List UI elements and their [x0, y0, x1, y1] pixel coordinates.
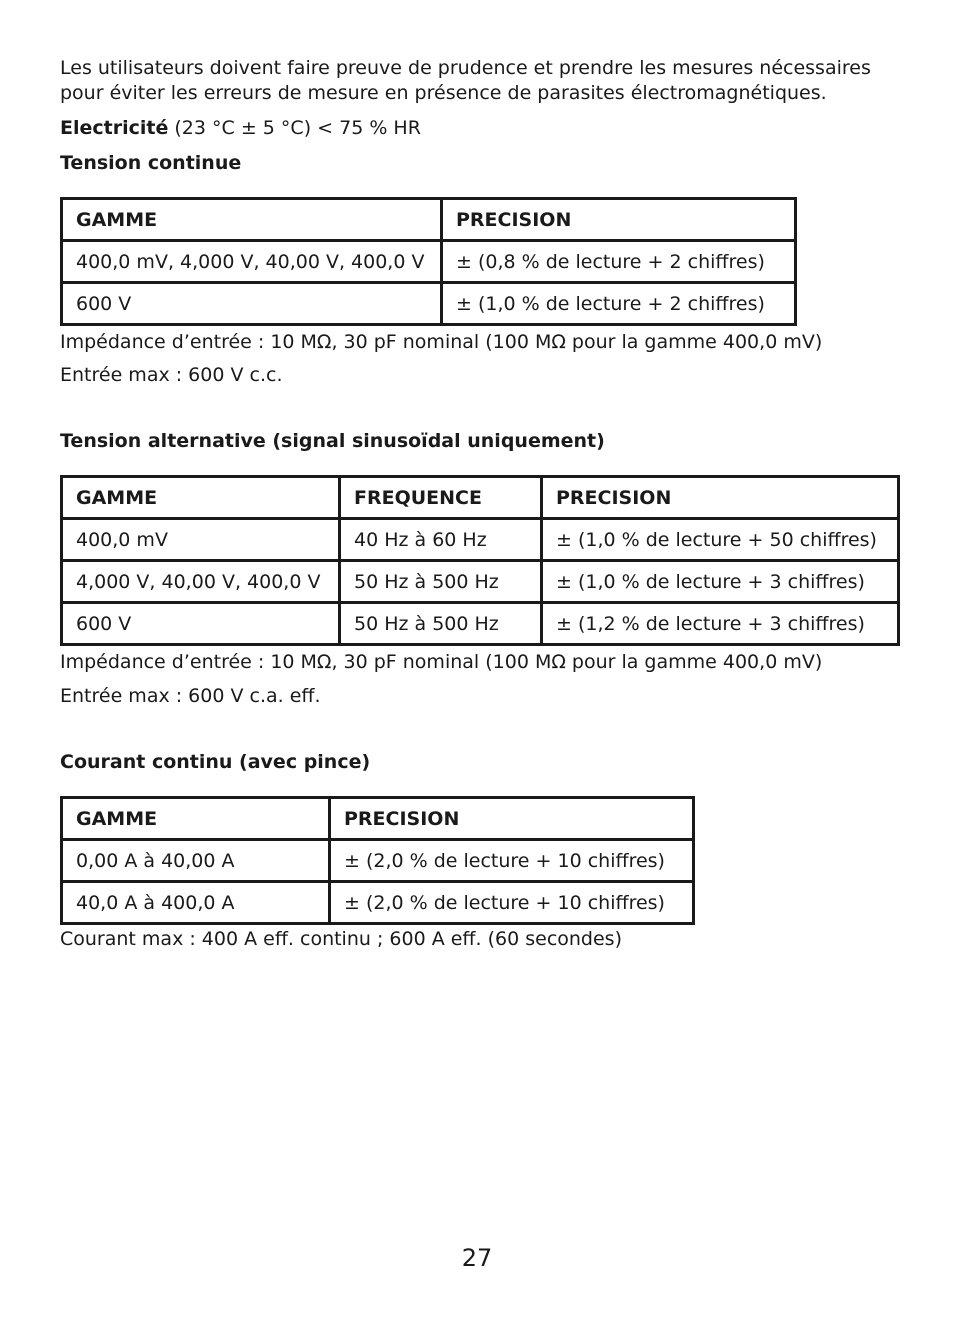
table-cell: 600 V: [62, 603, 340, 645]
dc-voltage-table: [60, 197, 797, 326]
dc-current-heading: Courant continu (avec pince): [60, 751, 371, 773]
electricity-conditions: (23 °C ± 5 °C) < 75 % HR: [168, 117, 421, 139]
table-cell: ± (1,0 % de lecture + 3 chiffres): [542, 561, 899, 603]
header-cell: PRECISION: [442, 199, 796, 241]
table-cell: 50 Hz à 500 Hz: [340, 561, 542, 603]
table-row: [62, 561, 899, 603]
table-row: [62, 840, 694, 882]
page-number: 27: [461, 1244, 493, 1272]
ac-voltage-note: Entrée max : 600 V c.a. eff.: [60, 685, 321, 707]
table-cell: ± (2,0 % de lecture + 10 chiffres): [330, 882, 694, 924]
table-row: [62, 882, 694, 924]
table-cell: ± (1,2 % de lecture + 3 chiffres): [542, 603, 899, 645]
dc-voltage-note: Impédance d’entrée : 10 MΩ, 30 pF nominal (100 MΩ pour la gamme 400,0 mV): [60, 331, 823, 353]
table-cell: 4,000 V, 40,00 V, 400,0 V: [62, 561, 340, 603]
ac-voltage-table: [60, 475, 900, 646]
table-cell: ± (1,0 % de lecture + 2 chiffres): [442, 283, 796, 325]
table-header-row: [62, 798, 694, 840]
table-header-row: [62, 477, 899, 519]
table-cell: 50 Hz à 500 Hz: [340, 603, 542, 645]
header-cell: GAMME: [62, 199, 442, 241]
table-row: [62, 283, 796, 325]
header-cell: FREQUENCE: [340, 477, 542, 519]
table-header-row: [62, 199, 796, 241]
ac-voltage-note: Impédance d’entrée : 10 MΩ, 30 pF nominal (100 MΩ pour la gamme 400,0 mV): [60, 651, 823, 673]
dc-current-note: Courant max : 400 A eff. continu ; 600 A eff. (60 secondes): [60, 928, 622, 950]
table-row: [62, 519, 899, 561]
table-cell: ± (2,0 % de lecture + 10 chiffres): [330, 840, 694, 882]
table-row: [62, 603, 899, 645]
ac-voltage-heading: Tension alternative (signal sinusoïdal uniquement): [60, 430, 605, 452]
table-cell: 40 Hz à 60 Hz: [340, 519, 542, 561]
table-cell: 400,0 mV: [62, 519, 340, 561]
dc-voltage-note: Entrée max : 600 V c.c.: [60, 364, 283, 386]
header-cell: PRECISION: [542, 477, 899, 519]
table-cell: 600 V: [62, 283, 442, 325]
dc-current-table: [60, 796, 695, 925]
table-cell: ± (1,0 % de lecture + 50 chiffres): [542, 519, 899, 561]
electricity-line: [60, 116, 900, 141]
table-cell: 400,0 mV, 4,000 V, 40,00 V, 400,0 V: [62, 241, 442, 283]
document-page: [60, 56, 900, 952]
dc-voltage-heading: Tension continue: [60, 152, 242, 174]
table-cell: 40,0 A à 400,0 A: [62, 882, 330, 924]
table-cell: 0,00 A à 40,00 A: [62, 840, 330, 882]
table-row: [62, 241, 796, 283]
table-cell: ± (0,8 % de lecture + 2 chiffres): [442, 241, 796, 283]
intro-paragraph: Les utilisateurs doivent faire preuve de prudence et prendre les mesures nécessaires pour éviter les erreurs de mesure en présence de parasites électromagnétiques.: [60, 57, 871, 104]
electricity-label: Electricité: [60, 117, 169, 139]
header-cell: GAMME: [62, 798, 330, 840]
header-cell: GAMME: [62, 477, 340, 519]
header-cell: PRECISION: [330, 798, 694, 840]
